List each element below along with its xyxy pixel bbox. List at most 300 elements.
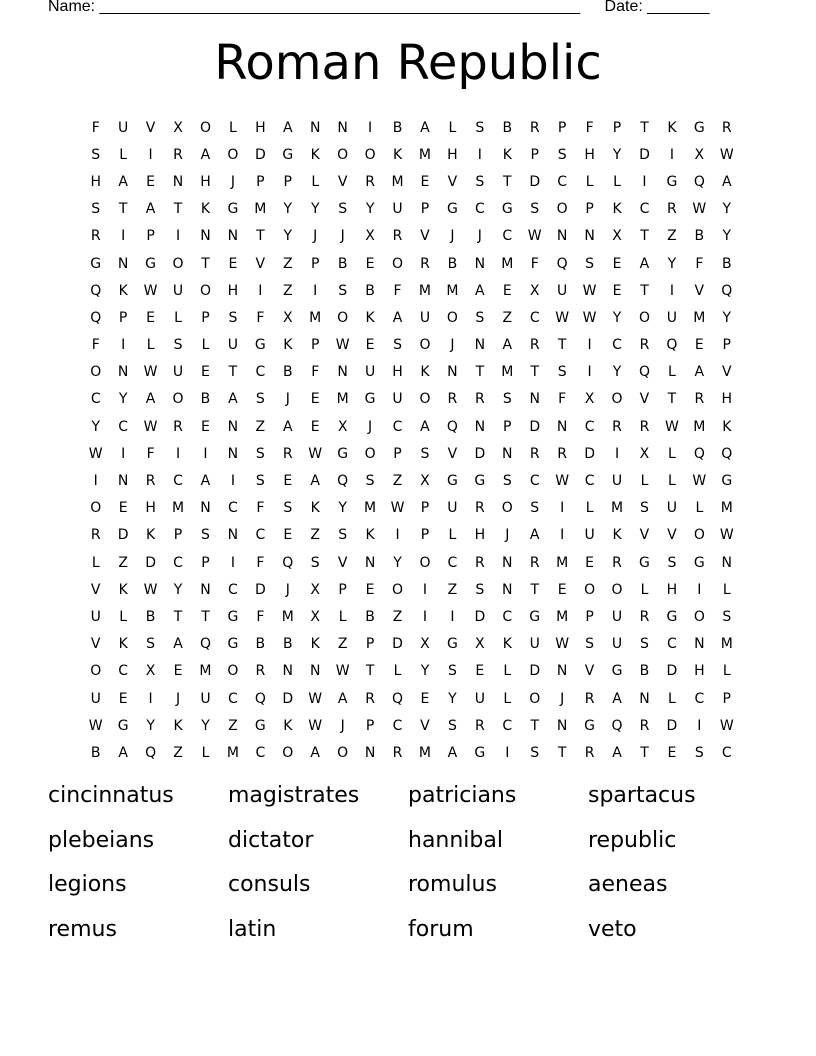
- grid-letter[interactable]: K: [310, 636, 320, 653]
- grid-letter[interactable]: C: [228, 500, 238, 517]
- grid-letter[interactable]: S: [283, 500, 293, 517]
- grid-letter[interactable]: R: [365, 690, 375, 707]
- grid-letter[interactable]: D: [529, 663, 541, 680]
- grid-letter[interactable]: W: [555, 636, 570, 653]
- grid-letter[interactable]: M: [418, 146, 432, 163]
- grid-letter[interactable]: O: [529, 690, 541, 707]
- grid-letter[interactable]: H: [584, 146, 595, 163]
- grid-letter[interactable]: X: [584, 391, 595, 408]
- grid-letter[interactable]: F: [695, 255, 704, 272]
- grid-letter[interactable]: C: [529, 309, 540, 326]
- grid-letter[interactable]: S: [475, 309, 485, 326]
- grid-letter[interactable]: B: [200, 391, 211, 408]
- grid-letter[interactable]: H: [255, 119, 266, 136]
- grid-letter[interactable]: K: [392, 146, 403, 163]
- grid-letter[interactable]: A: [639, 255, 650, 272]
- grid-letter[interactable]: T: [530, 717, 539, 734]
- name-field[interactable]: ______________________________________________________: [99, 0, 581, 15]
- grid-letter[interactable]: G: [282, 146, 294, 163]
- grid-letter[interactable]: C: [118, 418, 129, 435]
- grid-letter[interactable]: I: [422, 608, 428, 625]
- grid-letter[interactable]: Q: [693, 173, 705, 190]
- grid-letter[interactable]: O: [611, 581, 623, 598]
- grid-letter[interactable]: K: [365, 527, 375, 544]
- grid-letter[interactable]: I: [587, 337, 592, 354]
- grid-letter[interactable]: L: [201, 337, 210, 354]
- grid-letter[interactable]: R: [282, 445, 293, 462]
- grid-letter[interactable]: C: [173, 473, 183, 490]
- grid-letter[interactable]: I: [203, 445, 208, 462]
- grid-letter[interactable]: S: [91, 201, 101, 218]
- grid-letter[interactable]: T: [365, 663, 375, 680]
- grid-letter[interactable]: Y: [310, 201, 320, 218]
- grid-letter[interactable]: T: [557, 744, 567, 761]
- grid-letter[interactable]: G: [611, 663, 623, 680]
- grid-letter[interactable]: J: [340, 228, 345, 245]
- grid-letter[interactable]: Q: [721, 445, 733, 462]
- grid-letter[interactable]: U: [90, 690, 101, 707]
- grid-letter[interactable]: Z: [447, 581, 458, 598]
- grid-letter[interactable]: A: [721, 173, 732, 190]
- grid-letter[interactable]: O: [337, 744, 349, 761]
- grid-letter[interactable]: G: [227, 608, 239, 625]
- grid-letter[interactable]: W: [88, 445, 103, 462]
- grid-letter[interactable]: S: [557, 146, 567, 163]
- grid-letter[interactable]: O: [364, 146, 376, 163]
- grid-letter[interactable]: O: [172, 255, 184, 272]
- grid-letter[interactable]: L: [640, 473, 649, 490]
- grid-letter[interactable]: V: [420, 717, 430, 734]
- grid-letter[interactable]: E: [146, 309, 156, 326]
- grid-letter[interactable]: Q: [611, 717, 623, 734]
- grid-letter[interactable]: S: [91, 146, 101, 163]
- grid-letter[interactable]: O: [90, 500, 102, 517]
- grid-letter[interactable]: P: [256, 173, 265, 190]
- grid-letter[interactable]: G: [474, 473, 486, 490]
- grid-letter[interactable]: R: [529, 445, 540, 462]
- grid-letter[interactable]: W: [335, 663, 350, 680]
- grid-letter[interactable]: I: [313, 282, 318, 299]
- grid-letter[interactable]: M: [720, 500, 733, 517]
- grid-letter[interactable]: F: [311, 364, 320, 381]
- grid-letter[interactable]: L: [668, 473, 676, 490]
- grid-letter[interactable]: A: [145, 391, 156, 408]
- grid-letter[interactable]: E: [502, 282, 512, 299]
- grid-letter[interactable]: C: [228, 690, 238, 707]
- grid-letter[interactable]: T: [530, 364, 539, 381]
- grid-letter[interactable]: I: [175, 445, 181, 462]
- grid-letter[interactable]: D: [392, 636, 403, 653]
- grid-letter[interactable]: D: [666, 717, 678, 734]
- grid-letter[interactable]: E: [201, 418, 210, 435]
- grid-letter[interactable]: N: [282, 663, 294, 680]
- grid-letter[interactable]: I: [230, 473, 235, 490]
- grid-letter[interactable]: K: [612, 201, 622, 218]
- grid-letter[interactable]: O: [337, 146, 349, 163]
- grid-letter[interactable]: W: [143, 364, 158, 381]
- grid-letter[interactable]: M: [171, 500, 185, 517]
- grid-letter[interactable]: S: [530, 744, 540, 761]
- grid-letter[interactable]: N: [309, 119, 321, 136]
- grid-letter[interactable]: I: [669, 282, 674, 299]
- grid-letter[interactable]: H: [227, 282, 239, 299]
- grid-letter[interactable]: X: [173, 119, 183, 136]
- grid-letter[interactable]: Q: [145, 744, 157, 761]
- grid-letter[interactable]: R: [639, 717, 650, 734]
- grid-letter[interactable]: M: [693, 309, 706, 326]
- grid-letter[interactable]: R: [557, 445, 568, 462]
- grid-letter[interactable]: O: [419, 391, 431, 408]
- grid-letter[interactable]: N: [529, 391, 540, 408]
- grid-letter[interactable]: N: [309, 663, 321, 680]
- grid-letter[interactable]: P: [530, 146, 539, 163]
- grid-letter[interactable]: D: [474, 445, 486, 462]
- grid-letter[interactable]: T: [201, 255, 210, 272]
- grid-letter[interactable]: I: [422, 581, 428, 598]
- grid-letter[interactable]: Q: [666, 337, 678, 354]
- grid-letter[interactable]: L: [174, 309, 182, 326]
- grid-letter[interactable]: U: [611, 608, 623, 625]
- grid-letter[interactable]: W: [335, 337, 350, 354]
- grid-letter[interactable]: C: [639, 201, 650, 218]
- grid-letter[interactable]: J: [285, 391, 290, 408]
- grid-letter[interactable]: T: [640, 744, 649, 761]
- grid-letter[interactable]: K: [722, 418, 732, 435]
- grid-letter[interactable]: R: [392, 744, 403, 761]
- grid-letter[interactable]: F: [256, 500, 265, 517]
- grid-letter[interactable]: Y: [283, 201, 293, 218]
- grid-letter[interactable]: P: [420, 201, 430, 218]
- grid-letter[interactable]: V: [90, 636, 101, 653]
- grid-letter[interactable]: D: [474, 608, 486, 625]
- grid-letter[interactable]: E: [694, 337, 704, 354]
- grid-letter[interactable]: H: [447, 146, 458, 163]
- grid-letter[interactable]: Z: [228, 717, 238, 734]
- grid-letter[interactable]: V: [145, 119, 156, 136]
- grid-letter[interactable]: A: [310, 744, 320, 761]
- grid-letter[interactable]: W: [582, 282, 597, 299]
- grid-letter[interactable]: T: [228, 364, 238, 381]
- grid-letter[interactable]: J: [505, 527, 510, 544]
- grid-letter[interactable]: L: [585, 500, 594, 517]
- grid-letter[interactable]: S: [338, 282, 348, 299]
- grid-letter[interactable]: P: [201, 554, 210, 571]
- grid-letter[interactable]: R: [173, 418, 183, 435]
- grid-letter[interactable]: O: [638, 309, 650, 326]
- grid-letter[interactable]: G: [501, 201, 513, 218]
- grid-letter[interactable]: B: [365, 282, 375, 299]
- grid-letter[interactable]: W: [692, 201, 707, 218]
- grid-letter[interactable]: M: [199, 663, 212, 680]
- grid-letter[interactable]: M: [309, 309, 322, 326]
- grid-letter[interactable]: N: [364, 554, 376, 571]
- grid-letter[interactable]: L: [229, 119, 237, 136]
- grid-letter[interactable]: Y: [612, 364, 622, 381]
- grid-letter[interactable]: D: [254, 146, 266, 163]
- grid-letter[interactable]: A: [118, 173, 128, 190]
- grid-letter[interactable]: W: [555, 309, 570, 326]
- grid-letter[interactable]: R: [447, 391, 458, 408]
- grid-letter[interactable]: S: [365, 473, 375, 490]
- grid-letter[interactable]: N: [117, 255, 129, 272]
- grid-letter[interactable]: N: [556, 717, 568, 734]
- grid-letter[interactable]: I: [450, 608, 455, 625]
- grid-letter[interactable]: K: [365, 309, 375, 326]
- grid-letter[interactable]: Q: [638, 364, 650, 381]
- grid-letter[interactable]: K: [118, 282, 128, 299]
- grid-letter[interactable]: H: [200, 173, 211, 190]
- grid-letter[interactable]: N: [227, 527, 239, 544]
- grid-letter[interactable]: G: [721, 473, 733, 490]
- grid-letter[interactable]: W: [308, 717, 323, 734]
- grid-letter[interactable]: F: [393, 282, 402, 299]
- grid-letter[interactable]: S: [502, 473, 512, 490]
- grid-letter[interactable]: E: [365, 581, 375, 598]
- grid-letter[interactable]: J: [313, 228, 318, 245]
- grid-letter[interactable]: O: [227, 663, 239, 680]
- grid-letter[interactable]: R: [612, 418, 622, 435]
- grid-letter[interactable]: G: [693, 119, 705, 136]
- grid-letter[interactable]: B: [145, 608, 156, 625]
- grid-letter[interactable]: M: [364, 500, 377, 517]
- grid-letter[interactable]: R: [721, 119, 732, 136]
- grid-letter[interactable]: L: [119, 146, 128, 163]
- grid-letter[interactable]: N: [502, 445, 513, 462]
- grid-letter[interactable]: V: [337, 173, 348, 190]
- grid-letter[interactable]: V: [420, 228, 430, 245]
- grid-letter[interactable]: O: [227, 146, 239, 163]
- grid-letter[interactable]: S: [228, 309, 238, 326]
- grid-letter[interactable]: S: [585, 255, 595, 272]
- grid-letter[interactable]: O: [501, 500, 513, 517]
- grid-letter[interactable]: R: [173, 146, 183, 163]
- grid-letter[interactable]: R: [474, 717, 485, 734]
- grid-letter[interactable]: S: [255, 445, 265, 462]
- grid-letter[interactable]: P: [557, 119, 567, 136]
- grid-letter[interactable]: M: [501, 364, 514, 381]
- grid-letter[interactable]: L: [503, 663, 512, 680]
- grid-letter[interactable]: W: [143, 581, 158, 598]
- grid-letter[interactable]: Q: [446, 418, 458, 435]
- grid-letter[interactable]: N: [227, 418, 239, 435]
- grid-letter[interactable]: E: [310, 391, 320, 408]
- grid-letter[interactable]: C: [502, 717, 513, 734]
- grid-letter[interactable]: K: [118, 636, 128, 653]
- grid-letter[interactable]: V: [447, 173, 458, 190]
- grid-letter[interactable]: G: [254, 337, 266, 354]
- grid-letter[interactable]: C: [529, 473, 540, 490]
- grid-letter[interactable]: O: [392, 581, 404, 598]
- grid-letter[interactable]: L: [722, 663, 731, 680]
- grid-letter[interactable]: R: [694, 391, 705, 408]
- grid-letter[interactable]: S: [447, 663, 457, 680]
- grid-letter[interactable]: I: [121, 445, 126, 462]
- grid-letter[interactable]: O: [392, 255, 404, 272]
- grid-letter[interactable]: S: [530, 201, 540, 218]
- grid-letter[interactable]: O: [419, 337, 431, 354]
- grid-letter[interactable]: R: [639, 608, 650, 625]
- grid-letter[interactable]: Z: [255, 418, 266, 435]
- grid-letter[interactable]: A: [420, 119, 430, 136]
- grid-letter[interactable]: K: [502, 636, 512, 653]
- grid-letter[interactable]: J: [230, 173, 235, 190]
- grid-letter[interactable]: P: [201, 309, 210, 326]
- grid-letter[interactable]: M: [391, 173, 404, 190]
- grid-letter[interactable]: P: [146, 228, 155, 245]
- grid-letter[interactable]: H: [721, 391, 733, 408]
- grid-letter[interactable]: A: [228, 391, 238, 408]
- grid-letter[interactable]: K: [283, 717, 293, 734]
- grid-letter[interactable]: A: [420, 418, 430, 435]
- grid-letter[interactable]: E: [283, 473, 293, 490]
- grid-letter[interactable]: G: [666, 608, 678, 625]
- grid-letter[interactable]: P: [722, 690, 731, 707]
- grid-letter[interactable]: L: [640, 581, 649, 598]
- grid-letter[interactable]: I: [395, 527, 400, 544]
- grid-letter[interactable]: L: [668, 690, 676, 707]
- grid-letter[interactable]: I: [148, 146, 153, 163]
- grid-letter[interactable]: Q: [282, 554, 294, 571]
- grid-letter[interactable]: D: [529, 173, 541, 190]
- grid-letter[interactable]: L: [393, 663, 402, 680]
- grid-letter[interactable]: H: [90, 173, 101, 190]
- grid-letter[interactable]: K: [502, 146, 512, 163]
- grid-letter[interactable]: K: [612, 527, 622, 544]
- grid-letter[interactable]: T: [530, 581, 539, 598]
- grid-letter[interactable]: R: [90, 228, 101, 245]
- grid-letter[interactable]: R: [529, 337, 540, 354]
- grid-letter[interactable]: O: [584, 581, 596, 598]
- grid-letter[interactable]: K: [310, 146, 320, 163]
- grid-letter[interactable]: V: [255, 255, 266, 272]
- grid-letter[interactable]: R: [474, 391, 485, 408]
- grid-letter[interactable]: T: [173, 201, 183, 218]
- grid-letter[interactable]: D: [529, 418, 541, 435]
- grid-letter[interactable]: A: [282, 119, 293, 136]
- grid-letter[interactable]: A: [282, 418, 293, 435]
- grid-letter[interactable]: Y: [722, 309, 732, 326]
- grid-letter[interactable]: E: [365, 337, 375, 354]
- grid-letter[interactable]: Q: [90, 309, 102, 326]
- grid-letter[interactable]: E: [585, 554, 595, 571]
- grid-letter[interactable]: E: [146, 173, 156, 190]
- grid-letter[interactable]: B: [365, 608, 375, 625]
- grid-letter[interactable]: W: [664, 418, 679, 435]
- grid-letter[interactable]: I: [587, 364, 592, 381]
- grid-letter[interactable]: G: [693, 554, 705, 571]
- grid-letter[interactable]: Z: [173, 744, 183, 761]
- grid-letter[interactable]: B: [282, 364, 293, 381]
- date-field[interactable]: _______: [647, 0, 710, 15]
- grid-letter[interactable]: G: [254, 717, 266, 734]
- grid-letter[interactable]: K: [173, 717, 183, 734]
- grid-letter[interactable]: L: [503, 690, 512, 707]
- grid-letter[interactable]: K: [146, 527, 156, 544]
- grid-letter[interactable]: L: [668, 364, 676, 381]
- grid-letter[interactable]: S: [640, 500, 649, 517]
- grid-letter[interactable]: R: [474, 500, 485, 517]
- grid-letter[interactable]: M: [501, 255, 514, 272]
- grid-letter[interactable]: A: [694, 364, 705, 381]
- grid-letter[interactable]: P: [118, 309, 128, 326]
- grid-letter[interactable]: Q: [199, 636, 211, 653]
- grid-letter[interactable]: S: [310, 554, 320, 571]
- grid-letter[interactable]: W: [308, 690, 323, 707]
- grid-letter[interactable]: X: [337, 418, 348, 435]
- grid-letter[interactable]: D: [117, 527, 129, 544]
- grid-letter[interactable]: Q: [556, 255, 568, 272]
- grid-letter[interactable]: E: [612, 255, 622, 272]
- grid-letter[interactable]: E: [228, 255, 238, 272]
- grid-letter[interactable]: E: [420, 173, 430, 190]
- grid-letter[interactable]: S: [475, 173, 485, 190]
- grid-letter[interactable]: K: [283, 337, 293, 354]
- grid-letter[interactable]: Z: [392, 473, 403, 490]
- grid-letter[interactable]: C: [173, 554, 183, 571]
- grid-letter[interactable]: C: [502, 228, 513, 245]
- grid-letter[interactable]: T: [475, 364, 485, 381]
- grid-letter[interactable]: X: [420, 473, 430, 490]
- grid-letter[interactable]: A: [173, 636, 183, 653]
- grid-letter[interactable]: N: [556, 418, 568, 435]
- grid-letter[interactable]: S: [420, 445, 430, 462]
- grid-letter[interactable]: O: [611, 391, 623, 408]
- grid-letter[interactable]: X: [639, 445, 650, 462]
- grid-letter[interactable]: W: [555, 473, 570, 490]
- grid-letter[interactable]: S: [338, 527, 348, 544]
- grid-letter[interactable]: N: [200, 581, 211, 598]
- grid-letter[interactable]: I: [642, 173, 647, 190]
- grid-letter[interactable]: S: [255, 473, 265, 490]
- grid-letter[interactable]: X: [694, 146, 705, 163]
- grid-letter[interactable]: U: [90, 608, 101, 625]
- grid-letter[interactable]: P: [722, 337, 731, 354]
- grid-letter[interactable]: V: [721, 364, 732, 381]
- grid-letter[interactable]: J: [340, 717, 345, 734]
- grid-letter[interactable]: O: [419, 554, 431, 571]
- grid-letter[interactable]: D: [254, 581, 266, 598]
- grid-letter[interactable]: R: [529, 119, 540, 136]
- grid-letter[interactable]: X: [475, 636, 485, 653]
- grid-letter[interactable]: X: [145, 663, 156, 680]
- grid-letter[interactable]: G: [584, 717, 596, 734]
- grid-letter[interactable]: W: [582, 309, 597, 326]
- grid-letter[interactable]: C: [694, 690, 705, 707]
- grid-letter[interactable]: N: [117, 364, 129, 381]
- grid-letter[interactable]: P: [393, 445, 402, 462]
- grid-letter[interactable]: R: [529, 554, 540, 571]
- grid-letter[interactable]: I: [175, 228, 181, 245]
- grid-letter[interactable]: B: [447, 255, 458, 272]
- grid-letter[interactable]: S: [530, 500, 540, 517]
- grid-letter[interactable]: N: [474, 255, 486, 272]
- grid-letter[interactable]: M: [556, 554, 569, 571]
- grid-letter[interactable]: C: [721, 744, 732, 761]
- grid-letter[interactable]: Y: [612, 309, 622, 326]
- grid-letter[interactable]: U: [364, 364, 376, 381]
- grid-letter[interactable]: N: [474, 418, 486, 435]
- grid-letter[interactable]: R: [145, 473, 156, 490]
- grid-letter[interactable]: L: [146, 337, 155, 354]
- grid-letter[interactable]: N: [172, 173, 184, 190]
- grid-letter[interactable]: U: [529, 636, 540, 653]
- grid-letter[interactable]: Q: [254, 690, 266, 707]
- grid-letter[interactable]: T: [201, 608, 210, 625]
- grid-letter[interactable]: C: [118, 663, 129, 680]
- grid-letter[interactable]: X: [310, 608, 321, 625]
- grid-letter[interactable]: A: [529, 527, 540, 544]
- grid-letter[interactable]: F: [91, 337, 100, 354]
